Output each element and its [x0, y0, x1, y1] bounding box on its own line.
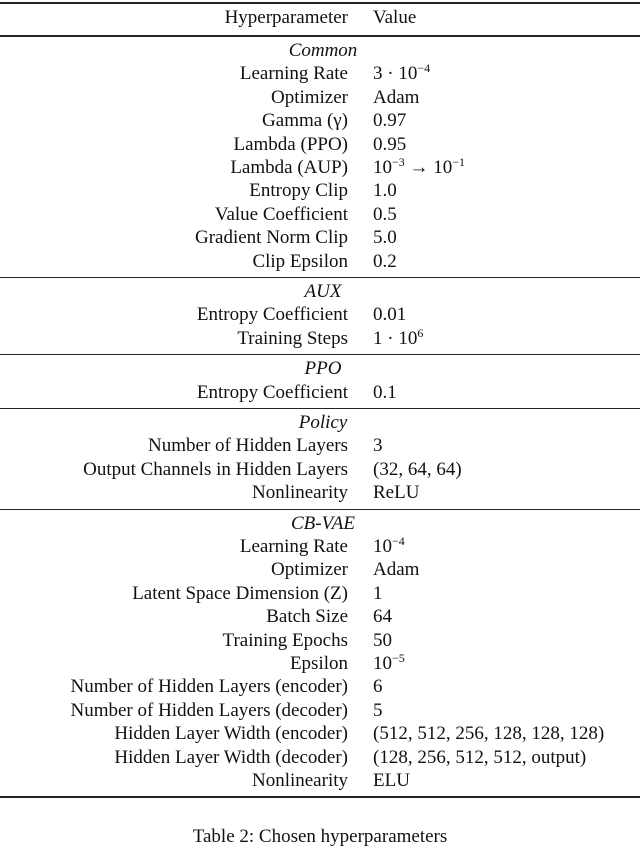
row-value — [373, 250, 397, 273]
table-row — [0, 179, 640, 202]
row-value — [373, 133, 406, 156]
table-row — [0, 381, 640, 404]
value-text: ELU — [373, 769, 410, 791]
row-label: Lambda (PPO) — [233, 133, 348, 155]
table-row — [0, 226, 640, 249]
section-policy — [0, 411, 640, 505]
table-row — [0, 458, 640, 481]
row-label: Latent Space Dimension (Z) — [132, 582, 348, 604]
row-value — [373, 179, 397, 202]
value-text: 64 — [373, 606, 392, 628]
section-title: PPO — [304, 358, 342, 380]
row-label: Hidden Layer Width (encoder) — [114, 723, 348, 745]
row-value — [373, 303, 406, 326]
value-exponent: −4 — [417, 61, 431, 76]
table-row — [0, 558, 640, 581]
table-row — [0, 62, 640, 85]
value-text: 0.97 — [373, 110, 407, 132]
value-text: 50 — [373, 629, 392, 651]
row-value — [373, 558, 419, 581]
value-exponent: −1 — [452, 154, 466, 169]
row-label: Clip Epsilon — [252, 250, 348, 272]
section-cb-vae — [0, 512, 640, 793]
row-label: Number of Hidden Layers — [148, 435, 348, 457]
row-value — [373, 226, 397, 249]
table-row — [0, 582, 640, 605]
value-text: 3 — [373, 435, 383, 457]
row-value — [373, 605, 392, 628]
value-text: 0.1 — [373, 381, 397, 403]
section-title: Common — [288, 40, 358, 61]
value-text: Adam — [373, 86, 420, 108]
section-rule — [0, 277, 640, 278]
table-row — [0, 109, 640, 132]
row-label: Gamma (γ) — [262, 110, 348, 132]
header-hyperparameter: Hyperparameter — [224, 7, 348, 28]
value-text: (32, 64, 64) — [373, 458, 462, 480]
value-text: 6 — [373, 676, 383, 698]
value-text: → 10 — [404, 156, 453, 178]
section-rule — [0, 509, 640, 510]
table-row — [0, 675, 640, 698]
row-value — [373, 675, 383, 698]
table-row — [0, 769, 640, 792]
row-label: Entropy Coefficient — [196, 381, 348, 403]
row-value — [373, 481, 419, 504]
table-caption: Table 2: Chosen hyperparameters — [192, 826, 448, 847]
row-value — [373, 769, 410, 792]
section-title: CB-VAE — [290, 512, 355, 534]
row-value — [373, 746, 586, 769]
table-row — [0, 133, 640, 156]
row-value — [373, 582, 383, 605]
row-label: Epsilon — [289, 652, 348, 674]
row-label: Nonlinearity — [251, 482, 348, 504]
row-label: Gradient Norm Clip — [194, 227, 348, 249]
row-label: Batch Size — [266, 606, 348, 628]
header-rule — [0, 35, 640, 37]
row-label: Optimizer — [270, 559, 348, 581]
row-label: Value Coefficient — [214, 203, 348, 225]
value-text: 5 — [373, 699, 383, 721]
value-text: 0.01 — [373, 304, 407, 326]
value-text: (512, 512, 256, 128, 128, 128) — [373, 723, 605, 745]
value-exponent: 6 — [417, 325, 424, 340]
value-text: 0.5 — [373, 203, 397, 225]
section-rule — [0, 354, 640, 355]
value-text: 1.0 — [373, 180, 397, 202]
value-text: 3 · 10 — [373, 63, 418, 85]
table-row — [0, 327, 640, 350]
row-value — [373, 434, 383, 457]
table-row — [0, 156, 640, 179]
value-text: 10 — [373, 535, 392, 557]
table-row — [0, 722, 640, 745]
value-text: Adam — [373, 559, 420, 581]
value-text: 1 — [373, 582, 383, 604]
row-label: Training Epochs — [222, 629, 348, 651]
value-text: 10 — [373, 156, 392, 178]
row-value — [373, 652, 405, 675]
table-row — [0, 203, 640, 226]
row-label: Entropy Clip — [249, 180, 348, 202]
bottom-rule — [0, 796, 640, 798]
row-value — [373, 629, 392, 652]
row-label: Number of Hidden Layers (decoder) — [70, 699, 348, 721]
table-row — [0, 481, 640, 504]
header-value: Value — [373, 7, 417, 28]
table-row — [0, 652, 640, 675]
section-title: Policy — [298, 412, 348, 433]
table-row — [0, 746, 640, 769]
row-label: Number of Hidden Layers (encoder) — [70, 676, 348, 698]
value-text: 5.0 — [373, 227, 397, 249]
row-label: Learning Rate — [239, 535, 348, 557]
row-value — [373, 86, 419, 109]
value-text: 0.2 — [373, 250, 397, 272]
row-label: Learning Rate — [239, 63, 348, 85]
section-title: AUX — [304, 281, 342, 302]
row-value — [373, 156, 465, 179]
table-row — [0, 434, 640, 457]
table-row — [0, 605, 640, 628]
table-row — [0, 250, 640, 273]
row-value — [373, 535, 405, 558]
header-row — [0, 6, 640, 29]
section-common — [0, 39, 640, 273]
row-label: Training Steps — [237, 327, 348, 349]
value-text: 1 · 10 — [373, 327, 418, 349]
row-value — [373, 699, 383, 722]
table-row — [0, 303, 640, 326]
row-value — [373, 458, 462, 481]
value-text: 0.95 — [373, 133, 407, 155]
value-exponent: −3 — [392, 154, 405, 169]
row-label: Entropy Coefficient — [196, 304, 348, 326]
section-ppo — [0, 357, 640, 404]
row-label: Output Channels in Hidden Layers — [83, 458, 348, 480]
row-label: Hidden Layer Width (decoder) — [114, 746, 348, 768]
value-exponent: −4 — [392, 533, 405, 548]
table-row — [0, 629, 640, 652]
row-value — [373, 722, 604, 745]
row-value — [373, 109, 406, 132]
table-row — [0, 535, 640, 558]
value-text: (128, 256, 512, 512, output) — [373, 746, 587, 768]
row-value — [373, 327, 423, 350]
top-rule — [0, 2, 640, 4]
row-label: Nonlinearity — [251, 769, 348, 791]
section-rule — [0, 408, 640, 409]
value-text: ReLU — [373, 482, 420, 504]
row-label: Optimizer — [270, 86, 348, 108]
table-row — [0, 86, 640, 109]
row-value — [373, 62, 430, 85]
table-row — [0, 699, 640, 722]
value-text: 10 — [373, 652, 392, 674]
row-value — [373, 381, 397, 404]
section-aux — [0, 280, 640, 350]
row-label: Lambda (AUP) — [230, 156, 348, 178]
value-exponent: −5 — [392, 650, 405, 665]
row-value — [373, 203, 397, 226]
